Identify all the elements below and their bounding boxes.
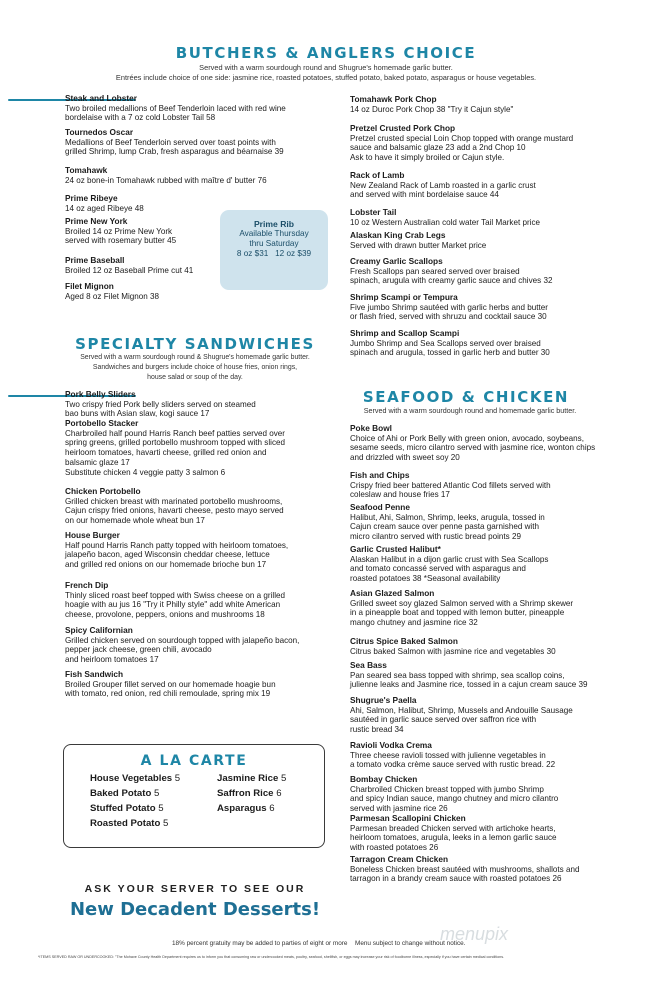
menu-item-description: Two crispy fried Pork belly sliders served on steamed bao buns with Asian slaw, kogi sauce 17: [65, 399, 256, 419]
prime-rib-box: [220, 210, 328, 290]
alacarte-item-name: Baked Potato: [90, 788, 152, 799]
menu-item-description: Broiled Grouper fillet served on our homemade hoagie bun with tomato, red onion, red chili remoulade, spring mix 19: [65, 679, 276, 699]
menu-item: [65, 670, 327, 699]
menu-item: [350, 171, 630, 200]
menu-item: [350, 329, 630, 358]
menu-item-description: Broiled 12 oz Baseball Prime cut 41: [65, 265, 194, 275]
alacarte-item: [90, 788, 159, 799]
menu-item: [65, 531, 327, 570]
menu-item: [350, 231, 630, 250]
menu-item: [350, 696, 632, 735]
prime-rib-prices: 8 oz $31 12 oz $39: [236, 249, 312, 258]
menu-item-description: New Zealand Rack of Lamb roasted in a garlic crust and served with mint bordelaise sauce 44: [350, 180, 536, 200]
alacarte-item-price: 6: [276, 788, 282, 799]
menu-item: [350, 545, 632, 584]
prime-rib-line-2: thru Saturday: [249, 239, 299, 248]
menu-item: [65, 166, 325, 185]
menu-item: [350, 471, 632, 500]
menu-item: [350, 424, 632, 463]
menu-item-name: Tomahawk: [65, 165, 108, 175]
menu-item-name: Fish and Chips: [350, 470, 410, 480]
prime-rib-title: Prime Rib: [253, 219, 295, 229]
menu-item-name: Creamy Garlic Scallops: [350, 256, 443, 266]
menu-item-description: Broiled 14 oz Prime New York served with rosemary butter 45: [65, 226, 177, 246]
seafood-title: SEAFOOD & CHICKEN: [362, 388, 570, 406]
menu-item-description: Five jumbo Shrimp sautéed with garlic herbs and butter or flash fried, served with shruzu and cocktail sauce 30: [350, 302, 548, 322]
menu-item-description: Fresh Scallops pan seared served over braised spinach, arugula with creamy garlic sauce and chives 32: [350, 266, 553, 286]
menu-item-name: Steak and Lobster: [65, 93, 137, 103]
menu-item-name: Garlic Crusted Halibut*: [350, 544, 441, 554]
alacarte-item-price: 5: [281, 773, 287, 784]
menu-item-name: Tomahawk Pork Chop: [350, 94, 437, 104]
menu-item-description: Jumbo Shrimp and Sea Scallops served over braised spinach and arugula, tossed in garlic herb and butter 30: [350, 338, 550, 358]
menu-item-description: 14 oz aged Ribeye 48: [65, 203, 144, 213]
alacarte-item-name: Saffron Rice: [217, 788, 274, 799]
menu-change-note: Menu subject to change without notice.: [355, 940, 466, 947]
menu-item-name: Filet Mignon: [65, 281, 114, 291]
alacarte-item: [217, 803, 275, 814]
sandwiches-subtitle-1: Served with a warm sourdough round & Shugrue's homemade garlic butter.: [80, 354, 310, 361]
alacarte-item-price: 5: [163, 818, 169, 829]
menu-item: [350, 257, 630, 286]
gratuity-note: 18% percent gratuity may be added to parties of eight or more: [172, 940, 348, 947]
menu-item-name: Poke Bowl: [350, 423, 392, 433]
menu-item-description: Aged 8 oz Filet Mignon 38: [65, 291, 160, 301]
menu-item-description: Halibut, Ahi, Salmon, Shrimp, leeks, arugula, tossed in Cajun cream sauce over penne pasta garnished with micro cilantro served with rustic bread points 29: [350, 512, 545, 542]
alacarte-item-price: 5: [174, 773, 181, 784]
menu-item-name: Parmesan Scallopini Chicken: [350, 813, 466, 823]
menu-item: [65, 128, 325, 157]
menu-item-name: Portobello Stacker: [65, 418, 139, 428]
menu-item-name: Spicy Californian: [65, 625, 133, 635]
menu-item: [65, 390, 327, 419]
menu-item: [65, 419, 327, 477]
menu-item-description: Charbroiled Chicken breast topped with jumbo Shrimp and spicy Indian sauce, mango chutney and micro cilantro served with jasmine rice 26: [350, 784, 559, 814]
alacarte-item-name: House Vegetables: [90, 773, 173, 784]
watermark: menupix: [440, 924, 509, 944]
alacarte-item-name: Roasted Potato: [90, 818, 161, 829]
menu-item-description: Served with drawn butter Market price: [350, 240, 487, 250]
menu-item-name: Lobster Tail: [350, 207, 397, 217]
menu-item-description: Grilled chicken breast with marinated portobello mushrooms, Cajun crispy fried onions, havarti cheese, pesto mayo served on our homemade whole wheat bun 17: [65, 496, 284, 526]
menu-item-description: Charbroiled half pound Harris Ranch beef patties served over spring greens, grilled portobello mushroom topped with sliced heirloom tomatoes, havarti cheese, grilled red onion and balsamic glaze 17 Substitute chicken 4 veggie patty 3 salmon 6: [65, 428, 286, 477]
sandwiches-subtitle-3: house salad or soup of the day.: [147, 374, 243, 381]
alacarte-item-name: Stuffed Potato: [90, 803, 156, 814]
menu-item: [350, 775, 632, 814]
menu-item-name: House Burger: [65, 530, 120, 540]
alacarte-item: [90, 773, 180, 784]
alacarte-item: [217, 788, 282, 799]
alacarte-title: A LA CARTE: [140, 753, 248, 769]
menu-item-name: Pretzel Crusted Pork Chop: [350, 123, 456, 133]
menu-item-description: Grilled chicken served on sourdough topped with jalapeño bacon, pepper jack cheese, green chili, avocado and heirloom tomatoes 17: [65, 635, 300, 665]
menu-item-name: Sea Bass: [350, 660, 387, 670]
menu-item: [350, 124, 630, 163]
butchers-subtitle-1: Served with a warm sourdough round and Shugrue's homemade garlic butter.: [199, 63, 453, 72]
menu-item-description: 10 oz Western Australian cold water Tail Market price: [350, 217, 540, 227]
menu-item-name: Ravioli Vodka Crema: [350, 740, 432, 750]
menu-item-description: Choice of Ahi or Pork Belly with green onion, avocado, soybeans, sesame seeds, micro cilantro served with jasmine rice, wonton chips and drizzled with sweet soy 20: [350, 433, 596, 463]
menu-item-name: Prime New York: [65, 216, 128, 226]
menu-item-description: Three cheese ravioli tossed with julienne vegetables in a tomato vodka crème sauce served with rustic bread. 22: [350, 750, 556, 770]
menu-item-name: Pork Belly Sliders: [65, 389, 136, 399]
menu-item-name: Shrimp Scampi or Tempura: [350, 292, 458, 302]
alacarte-item-price: 5: [153, 788, 160, 799]
menu-item-name: Shugrue's Paella: [350, 695, 417, 705]
sandwiches-subtitle-2: Sandwiches and burgers include choice of house fries, onion rings,: [92, 364, 298, 371]
menu-item-description: Grilled sweet soy glazed Salmon served with a Shrimp skewer in a pineapple boat and topped with lemon butter, pineapple mango chutney and jasmine rice 32: [350, 598, 574, 628]
menu-item-description: Half pound Harris Ranch patty topped with heirloom tomatoes, jalapeño bacon, aged Wisconsin cheddar cheese, lettuce and grilled red onions on our homemade brioche bun 17: [65, 540, 289, 570]
menu-item: [350, 208, 630, 227]
menu-item: [350, 814, 632, 853]
menu-item-description: Ahi, Salmon, Halibut, Shrimp, Mussels and Andouille Sausage sautéed in garlic sauce served over saffron rice with rustic bread 34: [350, 705, 573, 735]
menu-item-name: Tarragon Cream Chicken: [350, 854, 449, 864]
menu-item-name: Prime Baseball: [65, 255, 125, 265]
menu-item: [350, 637, 632, 656]
dessert-prompt: ASK YOUR SERVER TO SEE OUR: [84, 883, 306, 895]
sandwiches-title: SPECIALTY SANDWICHES: [75, 335, 315, 353]
menu-item: [350, 293, 630, 322]
menu-item-description: 24 oz bone-in Tomahawk rubbed with maître d' butter 76: [65, 175, 267, 185]
menu-item-name: Seafood Penne: [350, 502, 410, 512]
menu-item-name: Asian Glazed Salmon: [350, 588, 435, 598]
menu-item-name: Chicken Portobello: [65, 486, 141, 496]
menu-item-description: Parmesan breaded Chicken served with artichoke hearts, heirloom tomatoes, arugula, leeks in a lemon garlic sauce with roasted potatoes 26: [350, 823, 557, 853]
menu-item-description: Pretzel crusted special Loin Chop topped with orange mustard sauce and balsamic glaze 23 add a 2nd Chop 10 Ask to have it simply broiled or Cajun style.: [350, 133, 574, 163]
alacarte-item-price: 5: [158, 803, 164, 814]
menu-item-name: Alaskan King Crab Legs: [350, 230, 446, 240]
dessert-title: New Decadent Desserts!: [69, 899, 321, 920]
menu-item-description: Thinly sliced roast beef topped with Swiss cheese on a grilled hoagie with au jus 16 "Try it Philly style" add white American cheese, provolone, peppers, onions and mushrooms 18: [65, 590, 285, 620]
menu-item: [350, 855, 632, 884]
menu-item-description: 14 oz Duroc Pork Chop 38 "Try it Cajun style": [350, 104, 514, 114]
menu-item-name: Shrimp and Scallop Scampi: [350, 328, 460, 338]
menu-item: [65, 94, 325, 123]
butchers-subtitle-2: Entrées include choice of one side: jasmine rice, roasted potatoes, stuffed potato, baked potato, asparagus or house vegetables.: [115, 73, 537, 82]
menu-item-description: Medallions of Beef Tenderloin served over toast points with grilled Shrimp, lump Crab, fresh asparagus and béarnaise 39: [65, 137, 284, 157]
menu-item: [65, 581, 327, 620]
menu-item-description: Two broiled medallions of Beef Tenderloin laced with red wine bordelaise with a 7 oz cold Lobster Tail 58: [65, 103, 286, 123]
raw-food-disclaimer: *ITEMS SERVED RAW OR UNDERCOOKED: "The Mohave County Health Department requires us to inform you that consuming raw or undercooked meats, poultry, seafood, shellfish, or eggs may increase your risk of foodborne illness, especially if you have certain medical conditions.: [38, 955, 505, 959]
alacarte-item: [90, 818, 168, 829]
menu-item-name: Tournedos Oscar: [65, 127, 134, 137]
menu-item-name: Rack of Lamb: [350, 170, 405, 180]
menu-item: [350, 503, 632, 542]
menu-item-description: Alaskan Halibut in a dijon garlic crust with Sea Scallops and tomato concassé served with asparagus and roasted potatoes 38 *Seasonal availability: [350, 554, 549, 584]
alacarte-item-name: Jasmine Rice: [217, 773, 279, 784]
alacarte-item: [217, 773, 286, 784]
alacarte-item: [90, 803, 164, 814]
menu-item: [350, 661, 632, 690]
prime-rib-line-1: Available Thursday: [239, 229, 309, 238]
menu-item-description: Citrus baked Salmon with jasmine rice and vegetables 30: [350, 646, 556, 656]
menu-item-name: Fish Sandwich: [65, 669, 124, 679]
menu-item-name: Bombay Chicken: [350, 774, 418, 784]
menu-item: [350, 589, 632, 628]
butchers-title: BUTCHERS & ANGLERS CHOICE: [175, 44, 477, 62]
menu-item-name: Prime Ribeye: [65, 193, 118, 203]
alacarte-item-name: Asparagus: [217, 803, 267, 814]
menu-item-description: Pan seared sea bass topped with shrimp, sea scallop coins, julienne leaks and Jasmine rice, tossed in a cajun cream sauce 39: [350, 670, 588, 690]
alacarte-item-price: 6: [269, 803, 275, 814]
menu-item-description: Boneless Chicken breast sautéed with mushrooms, shallots and tarragon in a brandy cream sauce with roasted potatoes 26: [350, 864, 580, 884]
menu-item: [350, 95, 630, 114]
menu-item: [350, 741, 632, 770]
menu-item: [65, 487, 327, 526]
menu-item-description: Crispy fried beer battered Atlantic Cod fillets served with coleslaw and house fries 17: [350, 480, 551, 500]
menu-item-name: Citrus Spice Baked Salmon: [350, 636, 458, 646]
seafood-subtitle: Served with a warm sourdough round and homemade garlic butter.: [363, 406, 577, 415]
menu-item-name: French Dip: [65, 580, 109, 590]
menu-item: [65, 626, 327, 665]
alacarte-box: [63, 744, 325, 848]
